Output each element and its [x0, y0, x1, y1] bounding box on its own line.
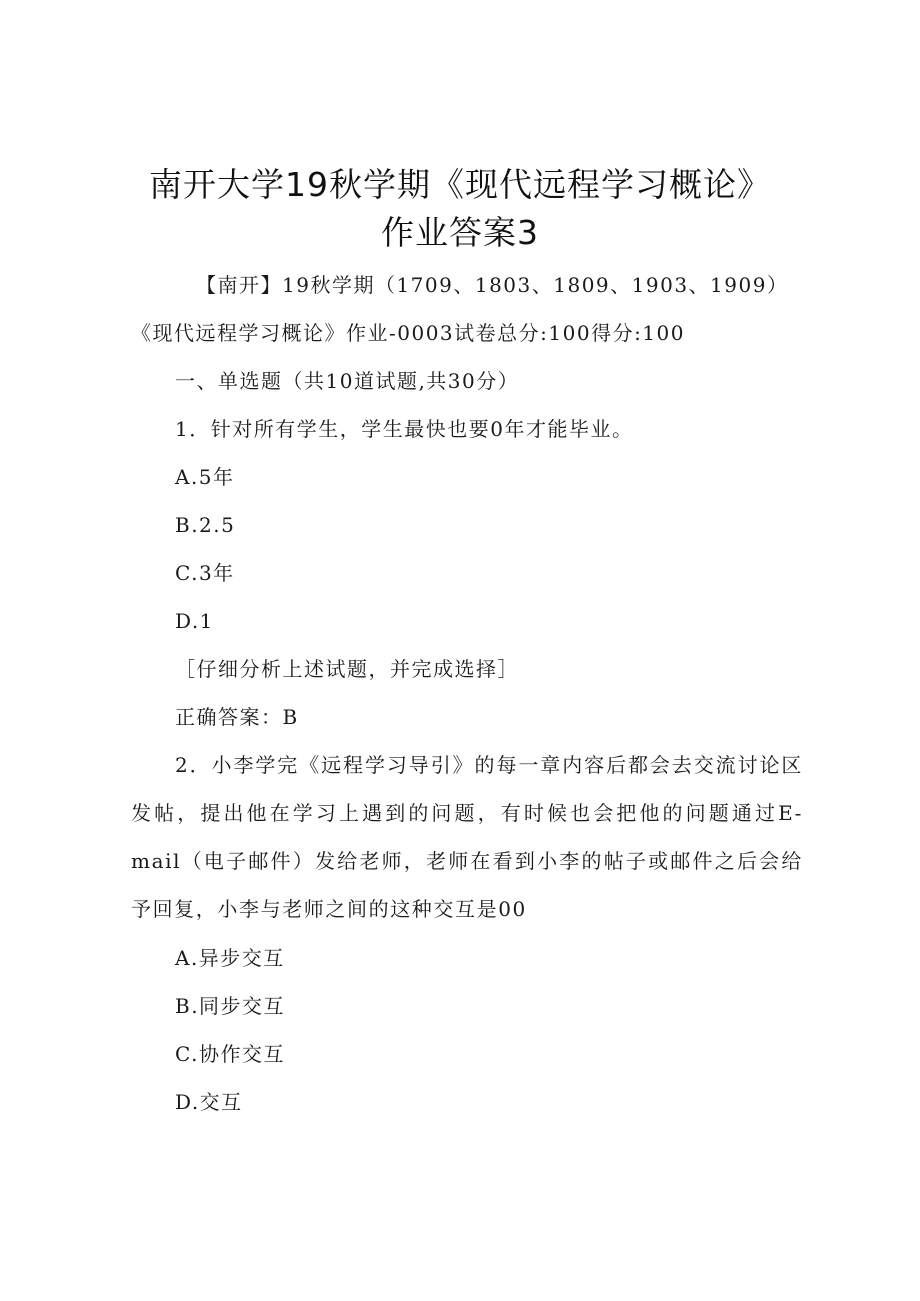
exam-score-line: 《现代远程学习概论》作业-0003试卷总分:100得分:100 [131, 321, 685, 345]
question-2-stem: 2．小李学完《远程学习导引》的每一章内容后都会去交流讨论区发帖，提出他在学习上遇到的问题，有时候也会把他的问题通过E-mail（电子邮件）发给老师，老师在看到小李的帖子或邮件之后会给予回复，小李与老师之间的这种交互是00 [131, 753, 803, 921]
question-1-stem: 1．针对所有学生，学生最快也要0年才能毕业。 [175, 417, 634, 441]
section-heading: 一、单选题（共10道试题,共30分） [175, 369, 520, 393]
question-1-option-c: C.3年 [175, 561, 235, 585]
question-1-option-d: D.1 [175, 609, 214, 633]
document-title-line2: 作业答案3 [381, 213, 539, 252]
question-1-option-a: A.5年 [175, 465, 235, 489]
question-2-option-a: A.异步交互 [175, 946, 285, 970]
document-title-line1: 南开大学19秋学期《现代远程学习概论》 [149, 165, 771, 204]
question-2-option-b: B.同步交互 [175, 994, 286, 1018]
question-1-hint: ［仔细分析上述试题，并完成选择］ [175, 657, 519, 681]
question-1-option-b: B.2.5 [175, 513, 236, 537]
course-term-line: 【南开】19秋学期（1709、1803、1809、1903、1909） [196, 273, 789, 297]
question-1-answer: 正确答案：B [175, 705, 299, 729]
question-2-option-c: C.协作交互 [175, 1042, 285, 1066]
question-2-option-d: D.交互 [175, 1090, 243, 1114]
